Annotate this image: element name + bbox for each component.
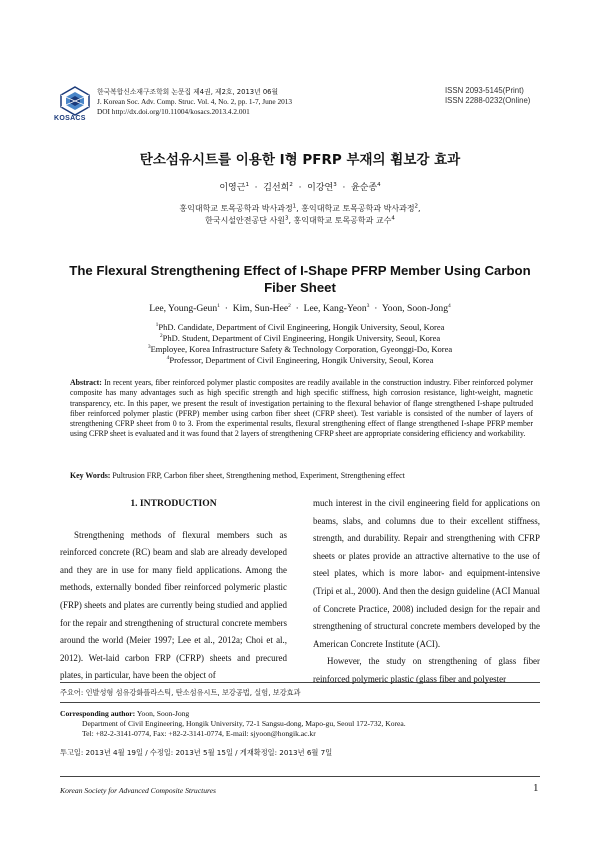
author-sup: 3 — [333, 182, 337, 188]
journal-info — [97, 87, 292, 118]
page-number: 1 — [533, 782, 539, 794]
affil-sup: 1 — [292, 203, 297, 210]
affil-sup: 2 — [414, 203, 419, 210]
author-kr: 김선희 — [263, 183, 290, 193]
title-korean: 탄소섬유시트를 이용한 I형 PFRP 부재의 휨보강 효과 — [139, 152, 461, 168]
affiliations-english — [0, 322, 600, 366]
affil-kr: 홍익대학교 토목공학과 교수 — [293, 215, 392, 225]
paragraph: However, the study on strengthening of glass fiber reinforced polymeric plastic (glass fiber and polyester — [313, 656, 540, 684]
affil-sup: 4 — [391, 214, 395, 221]
keywords-kr-text: 인발성형 섬유강화플라스틱, 탄소섬유시트, 보강공법, 실험, 보강효과 — [85, 688, 301, 697]
divider — [60, 682, 540, 683]
affil-en: PhD. Student, Department of Civil Engineering, Hongik University, Seoul, Korea — [162, 333, 441, 344]
issn-online: ISSN 2288-0232(Online) — [445, 95, 531, 105]
author-sup: 4 — [377, 182, 381, 188]
issn-block — [445, 86, 530, 105]
affil-kr: 홍익대학교 토목공학과 박사과정 — [301, 204, 415, 213]
divider — [60, 702, 540, 703]
authors-korean: 이영근$^1$ · 김선희$^2$ · 이강연$^3$ · 윤순종$^4$ — [219, 182, 381, 193]
footer-society: Korean Society for Advanced Composite Structures — [60, 786, 216, 795]
submission-dates: 투고일: 2013년 4월 19일 / 수정일: 2013년 5월 15일 / 게재확정일: 2013년 6월 7일 — [60, 748, 333, 757]
left-column — [60, 495, 287, 685]
corr-label: Corresponding author: — [60, 709, 136, 718]
affil-sup: 4 — [166, 355, 170, 362]
affiliations-korean: 홍익대학교 토목공학과 박사과정$^1$, 홍익대학교 토목공학과 박사과정$^2$, 한국시설안전공단 사원$^3$, 홍익대학교 토목공학과 교수$^4$ — [179, 203, 421, 225]
author-sup: 3 — [366, 302, 370, 309]
journal-kr: 한국복합신소재구조학회 논문집 제4권, 제2호, 2013년 06월 — [97, 88, 279, 96]
keywords-korean — [60, 688, 301, 698]
affil-sup: 3 — [147, 344, 151, 351]
keywords-label: Key Words: — [70, 471, 111, 480]
title-english: The Flexural Strengthening Effect of I-Shape PFRP Member Using Carbon Fiber Sheet — [69, 263, 531, 295]
affil-sup: 2 — [159, 333, 163, 340]
corr-name: Yoon, Soon-Jong — [136, 709, 190, 718]
corr-address: Department of Civil Engineering, Hongik University, 72-1 Sangsu-dong, Mapo-gu, Seoul 172-732, Korea. — [82, 719, 406, 729]
authors-english: Lee, Young-Geun$^1$ · Kim, Sun-Hee$^2$ · Lee, Kang-Yeon$^3$ · Yoon, Soon-Jong$^4$ — [149, 302, 451, 314]
journal-en: J. Korean Soc. Adv. Comp. Struc. Vol. 4, No. 2, pp. 1-7, June 2013 — [97, 97, 293, 107]
author-kr: 윤순종 — [351, 183, 378, 193]
author-kr: 이강연 — [307, 183, 334, 193]
paragraph: Strengthening methods of flexural members such as reinforced concrete (RC) beam and slab are already developed and they are in use for many field applications. Among the methods, externally bonded fiber reinforced polymeric plastic (FRP) sheets and plates are currently being studied and applied for the repair and strengthening of structural concrete members around the world (Meier 1997; Lee et al., 2012a; Choi et al., 2012). Wet-laid carbon FRP (CFRP) sheets and precured plates, in particular, have been the object of — [60, 529, 287, 681]
author-en: Lee, Young-Geun — [149, 303, 218, 314]
divider — [60, 776, 540, 777]
keywords-text: Pultrusion FRP, Carbon fiber sheet, Strengthening method, Experiment, Strengthening effect — [112, 471, 405, 480]
affil-sup: 3 — [284, 214, 289, 221]
kosacs-logo-icon — [58, 86, 92, 116]
affil-en: Professor, Department of Civil Engineering, Hongik University, Seoul, Korea — [169, 355, 434, 366]
affil-en: Employee, Korea Infrastructure Safety & Technology Corporation, Gyeonggi-Do, Korea — [150, 344, 453, 355]
author-en: Lee, Kang-Yeon — [303, 303, 367, 314]
right-column — [313, 495, 540, 689]
section-heading: 1. INTRODUCTION — [130, 498, 217, 509]
affil-kr: 한국시설안전공단 사원 — [205, 215, 285, 225]
author-en: Kim, Sun-Hee — [232, 303, 289, 314]
author-sup: 2 — [288, 302, 291, 309]
corr-contact: Tel: +82-2-3141-0774, Fax: +82-2-3141-0774, E-mail: sjyoon@hongik.ac.kr — [82, 729, 316, 739]
affil-kr: 홍익대학교 토목공학과 박사과정 — [179, 204, 293, 213]
paragraph: much interest in the civil engineering field for applications on beams, slabs, and columns due to their excellent stiffness, strength, and durability. Repair and strengthening with CFRP sheets or plates provide an attractive alternative to the use of steel plates, which is more labor- and equipment-intensive (Tripi et al., 2000). And then the design guideline (ACI Manual of Concrete Practice, 2008) included design for the repair and strengthening of structural concrete members developed by the American Concrete Institute (ACI). — [313, 498, 540, 649]
abstract — [70, 378, 533, 440]
author-sup: 1 — [217, 302, 220, 309]
logo-text: KOSACS — [54, 115, 86, 122]
author-sup: 1 — [245, 182, 249, 188]
author-sup: 2 — [289, 182, 293, 188]
abstract-label: Abstract: — [70, 378, 102, 387]
affil-sup: 1 — [155, 322, 159, 329]
abstract-text: In recent years, fiber reinforced polymer plastic composites are readily available in the construction industry. Fiber reinforced polymer composite has many advantages such as high specific strength and high specific stiffness, high corrosion resistance, light-weight, magnetic transparency, etc. In this paper, we present the result of investigation pertaining to the flexural behavior of flange strengthened I-shape pultruded fiber reinforced polymer plastic (PFRP) member using carbon fiber sheet (CFRP sheet). Test variable is consisted of the number of layers of strengthening CFRP sheet from 0 to 3. From the experimental results, flexural strengthening effect of flange strengthened I-shape PFRP member using CFRP sheet is evaluated and it was found that 2 layers of strengthening CFRP sheet are appropriate considering efficiency and workability. — [70, 378, 533, 439]
doi-link[interactable]: DOI http://dx.doi.org/10.11004/kosacs.2013.4.2.001 — [97, 107, 250, 117]
corresponding-author — [60, 709, 406, 740]
keywords-kr-label: 주요어: — [60, 688, 84, 697]
author-kr: 이영근 — [219, 183, 246, 193]
affil-en: PhD. Candidate, Department of Civil Engineering, Hongik University, Seoul, Korea — [158, 322, 445, 332]
author-en: Yoon, Soon-Jong — [381, 303, 449, 314]
issn-print: ISSN 2093-5145(Print) — [445, 86, 524, 95]
author-sup: 4 — [448, 302, 451, 309]
keywords — [70, 471, 533, 481]
